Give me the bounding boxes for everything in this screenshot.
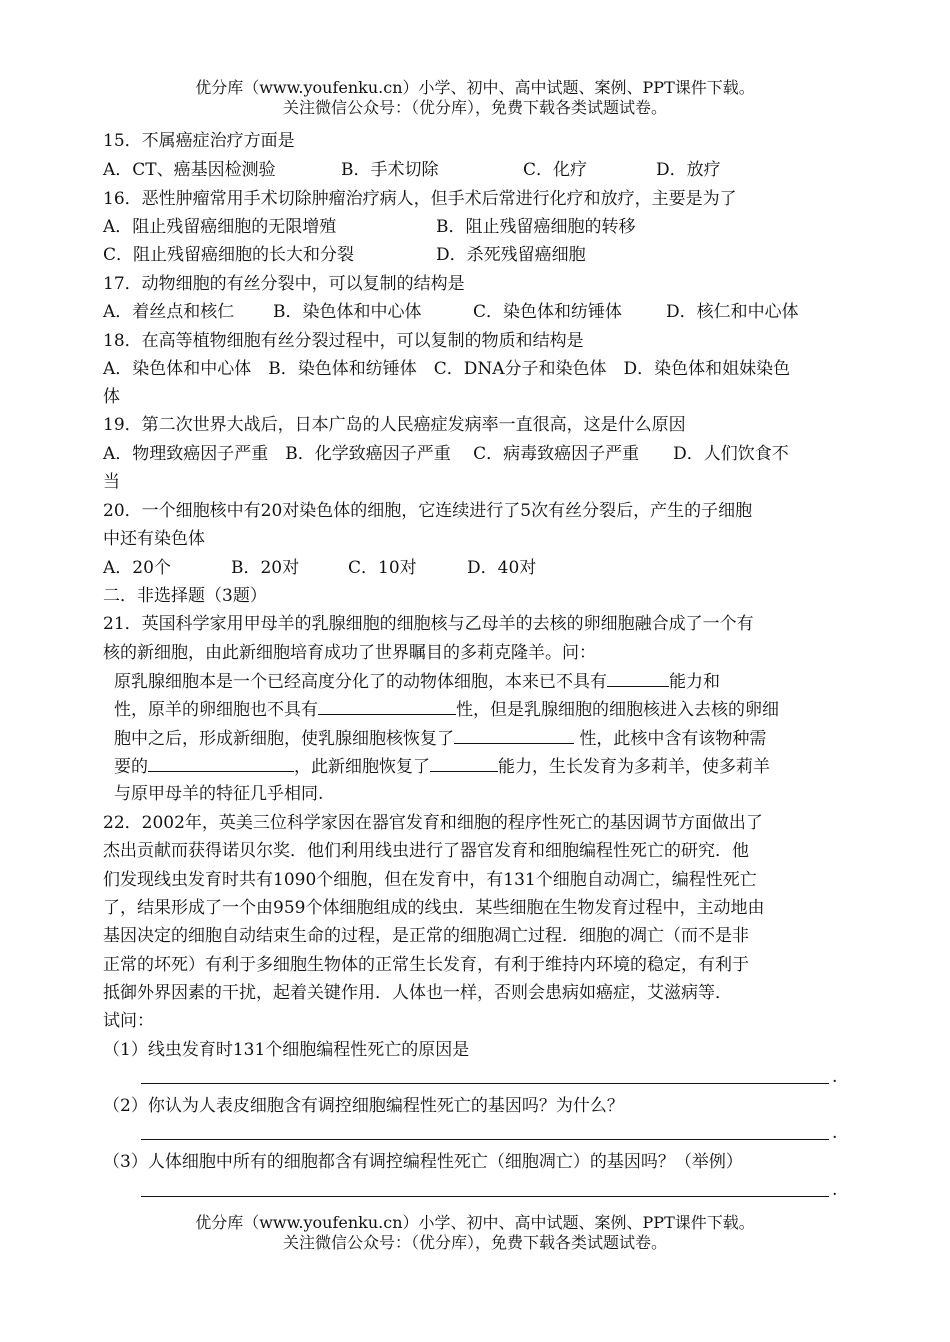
q21-line-5-text-b: 性，此核中含有该物种需 [579,729,767,749]
footer-line-2: 关注微信公众号：（优分库），免费下载各类试题试卷。 [282,1233,667,1252]
q21-line-2: 核的新细胞，由此新细胞培育成功了世界瞩目的多莉克隆羊。问： [103,643,596,663]
q21-line-4-text-a: 性，原羊的卵细胞也不具有 [114,700,318,720]
q21-line-6-text-b: ，此新细胞恢复了 [294,757,430,777]
q18-options: A．染色体和中心体 B．染色体和纺锤体 C．DNA分子和染色体 D．染色体和姐妹染色 [103,359,791,379]
q15-option-c: C．化疗 [523,160,588,180]
q21-line-7: 与原甲母羊的特征几乎相同. [114,784,324,804]
q17-option-b: B．染色体和中心体 [273,302,422,322]
q21-line-1: 21．英国科学家用甲母羊的乳腺细胞的细胞核与乙母羊的去核的卵细胞融合成了一个有 [103,614,754,634]
q21-line-6-text-a: 要的 [114,757,148,777]
q20-option-b: B．20对 [231,558,300,578]
header-line-2: 关注微信公众号：（优分库），免费下载各类试题试卷。 [282,98,667,117]
q20-option-d: D．40对 [467,558,537,578]
q16-option-c: C．阻止残留癌细胞的长大和分裂 [103,245,355,265]
q22-answer-line-3[interactable] [141,1196,829,1197]
q21-line-4 [114,698,779,721]
q22-answer-line-1[interactable] [141,1083,829,1084]
q20-stem-line-1: 20．一个细胞核中有20对染色体的细胞，它连续进行了5次有丝分裂后，产生的子细胞 [103,501,753,521]
q21-line-3 [114,670,720,693]
q16-stem: 16．恶性肿瘤常用手术切除肿瘤治疗病人，但手术后常进行化疗和放疗，主要是为了 [103,189,737,209]
q15-option-d: D．放疗 [656,160,721,180]
q16-option-d: D．杀死残留癌细胞 [436,245,586,265]
q15-option-a: A．CT、癌基因检测验 [103,160,276,180]
q21-line-3-text-a: 原乳腺细胞本是一个已经高度分化了的动物体细胞，本来已不具有 [114,672,607,692]
q20-option-c: C．10对 [348,558,417,578]
q22-line-4: 了，结果形成了一个由959个体细胞组成的线虫．某些细胞在生物发育过程中，主动地由 [103,898,765,918]
q22-line-5: 基因决定的细胞自动结束生命的过程，是正常的细胞凋亡过程．细胞的凋亡（而不是非 [103,926,749,946]
q17-option-d: D．核仁和中心体 [666,302,799,322]
q22-line-1: 22．2002年，英美三位科学家因在器官发育和细胞的程序性死亡的基因调节方面做出了 [103,813,763,833]
q19-stem: 19．第二次世界大战后，日本广岛的人民癌症发病率一直很高，这是什么原因 [103,415,686,435]
q22-sub-3: （3）人体细胞中所有的细胞都含有调控编程性死亡（细胞凋亡）的基因吗？（举例） [103,1152,743,1172]
q20-stem-line-2: 中还有染色体 [103,529,205,549]
q16-option-b: B．阻止残留癌细胞的转移 [436,217,636,237]
q21-blank-2[interactable] [318,698,456,715]
q19-options-wrap: 当 [103,472,120,492]
q19-options: A．物理致癌因子严重 B．化学致癌因子严重 C．病毒致癌因子严重 D．人们饮食不 [103,444,789,464]
section-2-heading: 二．非选择题（3题） [103,586,267,606]
q22-line-7: 抵御外界因素的干扰，起着关键作用．人体也一样，否则会患病如癌症，艾滋病等． [103,983,732,1003]
q21-line-4-text-b: 性，但是乳腺细胞的细胞核进入去核的卵细 [456,700,779,720]
q21-blank-5[interactable] [430,755,498,772]
footer-line-1: 优分库（www.youfenku.cn）小学、初中、高中试题、案例、PPT课件下载。 [195,1213,755,1232]
q15-stem: 15．不属癌症治疗方面是 [103,131,295,151]
q21-line-6-text-c: 能力，生长发育为多莉羊，使多莉羊 [498,757,770,777]
q22-sub-1: （1）线虫发育时131个细胞编程性死亡的原因是 [103,1040,470,1060]
q20-option-a: A．20个 [103,558,171,578]
q15-option-b: B．手术切除 [341,160,439,180]
q21-blank-3[interactable] [454,727,574,744]
q18-options-wrap: 体 [103,387,120,407]
q22-answer-1-end: . [832,1067,838,1087]
q22-line-6: 正常的坏死）有利于多细胞生物体的正常生长发育，有利于维持内环境的稳定，有利于 [103,955,749,975]
q17-option-c: C．染色体和纺锤体 [473,302,623,322]
q22-line-3: 们发现线虫发育时共有1090个细胞，但在发育中，有131个细胞自动凋亡，编程性死亡 [103,870,757,890]
q21-blank-1[interactable] [607,670,669,687]
q16-option-a: A．阻止残留癌细胞的无限增殖 [103,217,337,237]
q22-answer-2-end: . [832,1123,838,1143]
q22-sub-2: （2）你认为人表皮细胞含有调控细胞编程性死亡的基因吗？为什么？ [103,1096,624,1116]
q22-answer-3-end: . [832,1180,838,1200]
q22-line-2: 杰出贡献而获得诺贝尔奖．他们利用线虫进行了器官发育和细胞编程性死亡的研究．他 [103,841,749,861]
q21-blank-4[interactable] [148,755,294,772]
q21-line-3-text-b: 能力和 [669,672,720,692]
q17-stem: 17．动物细胞的有丝分裂中，可以复制的结构是 [103,274,465,294]
q22-answer-line-2[interactable] [141,1139,829,1140]
q21-line-5-text-a: 胞中之后，形成新细胞，使乳腺细胞核恢复了 [114,729,454,749]
q22-ask: 试问： [103,1011,154,1031]
q18-stem: 18．在高等植物细胞有丝分裂过程中，可以复制的物质和结构是 [103,331,584,351]
header-line-1: 优分库（www.youfenku.cn）小学、初中、高中试题、案例、PPT课件下载。 [195,78,755,97]
q21-line-5 [114,727,766,750]
q17-option-a: A．着丝点和核仁 [103,302,235,322]
q21-line-6 [114,755,770,778]
